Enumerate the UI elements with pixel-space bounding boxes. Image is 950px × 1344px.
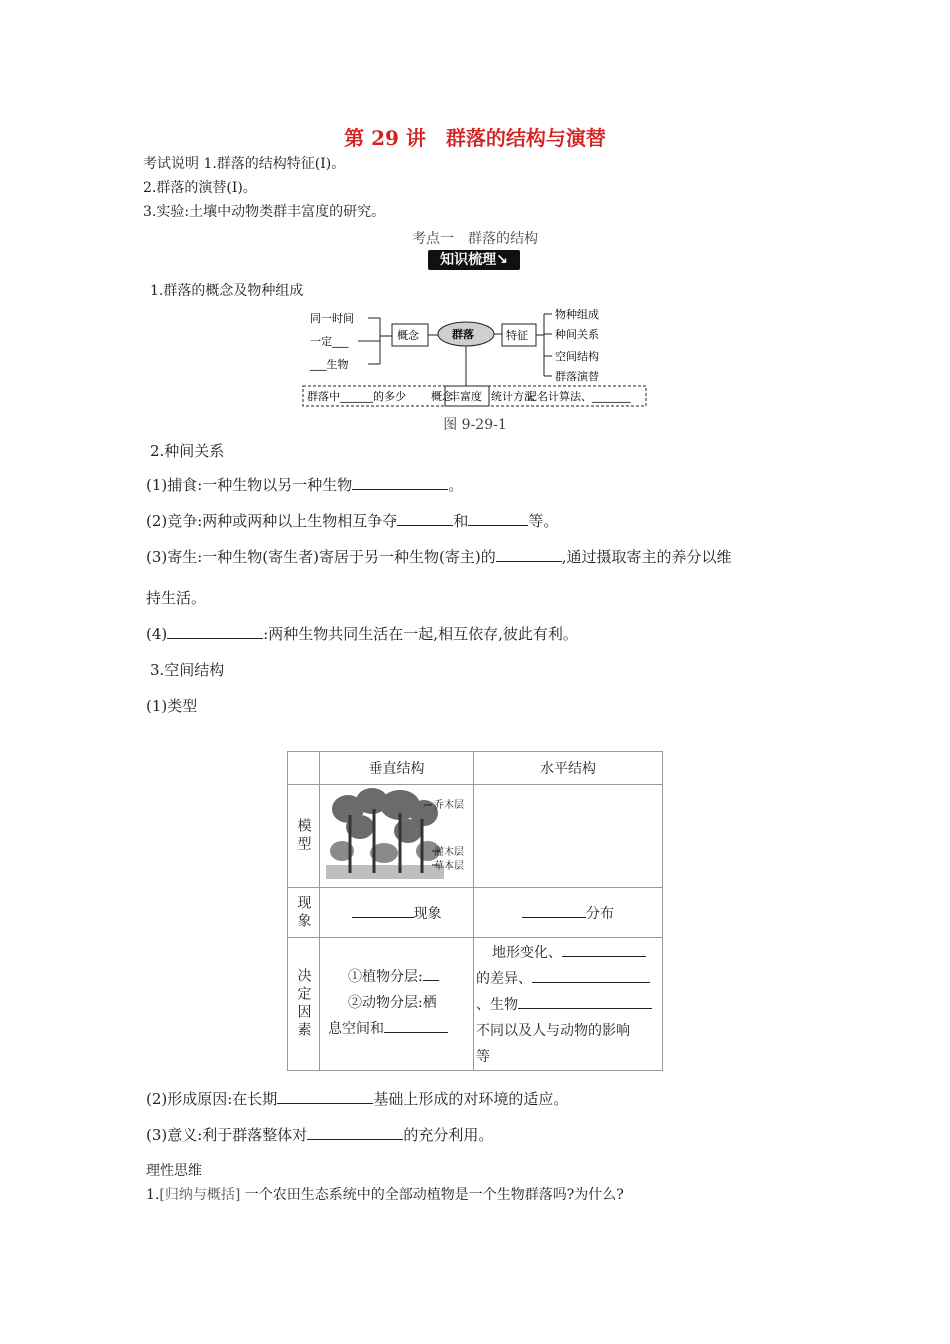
s2-heading: 2.种间关系 [150, 442, 225, 460]
row-label-phenomenon: 现象 [288, 888, 320, 938]
vertical-phenomenon-cell: 现象 [320, 888, 474, 938]
relation-predation: (1)捕食:一种生物以另一种生物 。 [146, 476, 464, 494]
diagram-caption: 图 9-29-1 [443, 417, 507, 433]
diagram-left3: ___生物 [310, 358, 349, 371]
relation-parasitism-cont: 持生活。 [146, 589, 207, 607]
s3-heading: 3.空间结构 [150, 661, 225, 679]
s1-heading: 1.群落的概念及物种组成 [150, 283, 304, 299]
diagram-concept: 概念 [397, 329, 419, 342]
tree-label-herb: 草本层 [434, 861, 464, 872]
question-tag: [归纳与概括] [159, 1187, 241, 1203]
forest-layers-illustration [320, 785, 472, 883]
diagram-community: 群落 [452, 328, 474, 341]
relation-mutualism: (4) :两种生物共同生活在一起,相互依存,彼此有利。 [146, 625, 578, 643]
diagram-right2: 种间关系 [555, 328, 599, 341]
diagram-richness: 丰富度 [449, 390, 482, 403]
exam-description-line1: 考试说明 1.群落的结构特征(Ⅰ)。 [143, 156, 346, 172]
exam-description-line2: 2.群落的演替(Ⅰ)。 [143, 180, 257, 196]
blank[interactable] [384, 1018, 448, 1033]
thinking-heading: 理性思维 [146, 1163, 202, 1179]
community-concept-diagram [300, 300, 650, 412]
tree-label-shrub: 灌木层 [434, 847, 464, 858]
diagram-bottom-left: 群落中______的多少 [307, 390, 406, 403]
blank[interactable] [562, 942, 646, 957]
diagram-right4: 群落演替 [555, 370, 599, 383]
row-label-model: 模型 [288, 785, 320, 888]
blank[interactable] [522, 903, 586, 918]
blank[interactable] [423, 966, 439, 981]
horizontal-phenomenon-cell: 分布 [474, 888, 663, 938]
blank[interactable] [397, 511, 453, 526]
page-title: 第 29 讲 群落的结构与演替 [344, 126, 606, 150]
diagram-right3: 空间结构 [555, 350, 599, 363]
horizontal-model-cell [474, 785, 663, 888]
vertical-model-cell [320, 785, 474, 888]
blank[interactable] [352, 903, 414, 918]
header-horizontal: 水平结构 [474, 752, 663, 785]
relation-competition: (2)竞争:两种或两种以上生物相互争夺 和 等。 [146, 512, 559, 530]
blank[interactable] [352, 475, 448, 490]
table-corner [288, 752, 320, 785]
knowledge-badge: 知识梳理↘ [428, 250, 520, 270]
diagram-left2: 一定___ [310, 335, 349, 348]
blank[interactable] [277, 1089, 373, 1104]
diagram-feature: 特征 [506, 329, 528, 342]
blank[interactable] [468, 511, 528, 526]
s3-sub1: (1)类型 [146, 697, 198, 715]
blank[interactable] [518, 994, 652, 1009]
diagram-bottom-right: 记名计算法、_______ [526, 390, 631, 403]
section-heading: 考点一 群落的结构 [412, 231, 538, 247]
s3-sub2: (2)形成原因:在长期 基础上形成的对环境的适应。 [146, 1090, 569, 1108]
diagram-bottom-concept: 概念 [431, 390, 453, 403]
blank[interactable] [307, 1125, 403, 1140]
vertical-factors-cell: ①植物分层: ②动物分层:栖 息空间和 [320, 938, 474, 1071]
diagram-right1: 物种组成 [555, 308, 599, 321]
row-label-factors: 决定因素 [288, 938, 320, 1071]
blank[interactable] [532, 968, 650, 983]
question-1: 1.[归纳与概括] 一个农田生态系统中的全部动植物是一个生物群落吗?为什么? [146, 1187, 624, 1203]
s3-sub3: (3)意义:利于群落整体对 的充分利用。 [146, 1126, 494, 1144]
exam-description-line3: 3.实验:土壤中动物类群丰富度的研究。 [143, 204, 386, 220]
horizontal-factors-cell: 地形变化、 的差异、 、生物 不同以及人与动物的影响 等 [474, 938, 663, 1071]
diagram-stat-method: 统计方法 [491, 390, 535, 403]
spatial-structure-table [287, 751, 663, 1071]
blank[interactable] [496, 547, 562, 562]
tree-label-canopy: 乔木层 [434, 800, 464, 811]
relation-parasitism: (3)寄生:一种生物(寄生者)寄居于另一种生物(寄主)的 ,通过摄取寄主的养分以维 [146, 548, 732, 566]
header-vertical: 垂直结构 [320, 752, 474, 785]
diagram-left1: 同一时间 [310, 312, 354, 325]
blank[interactable] [167, 624, 263, 639]
